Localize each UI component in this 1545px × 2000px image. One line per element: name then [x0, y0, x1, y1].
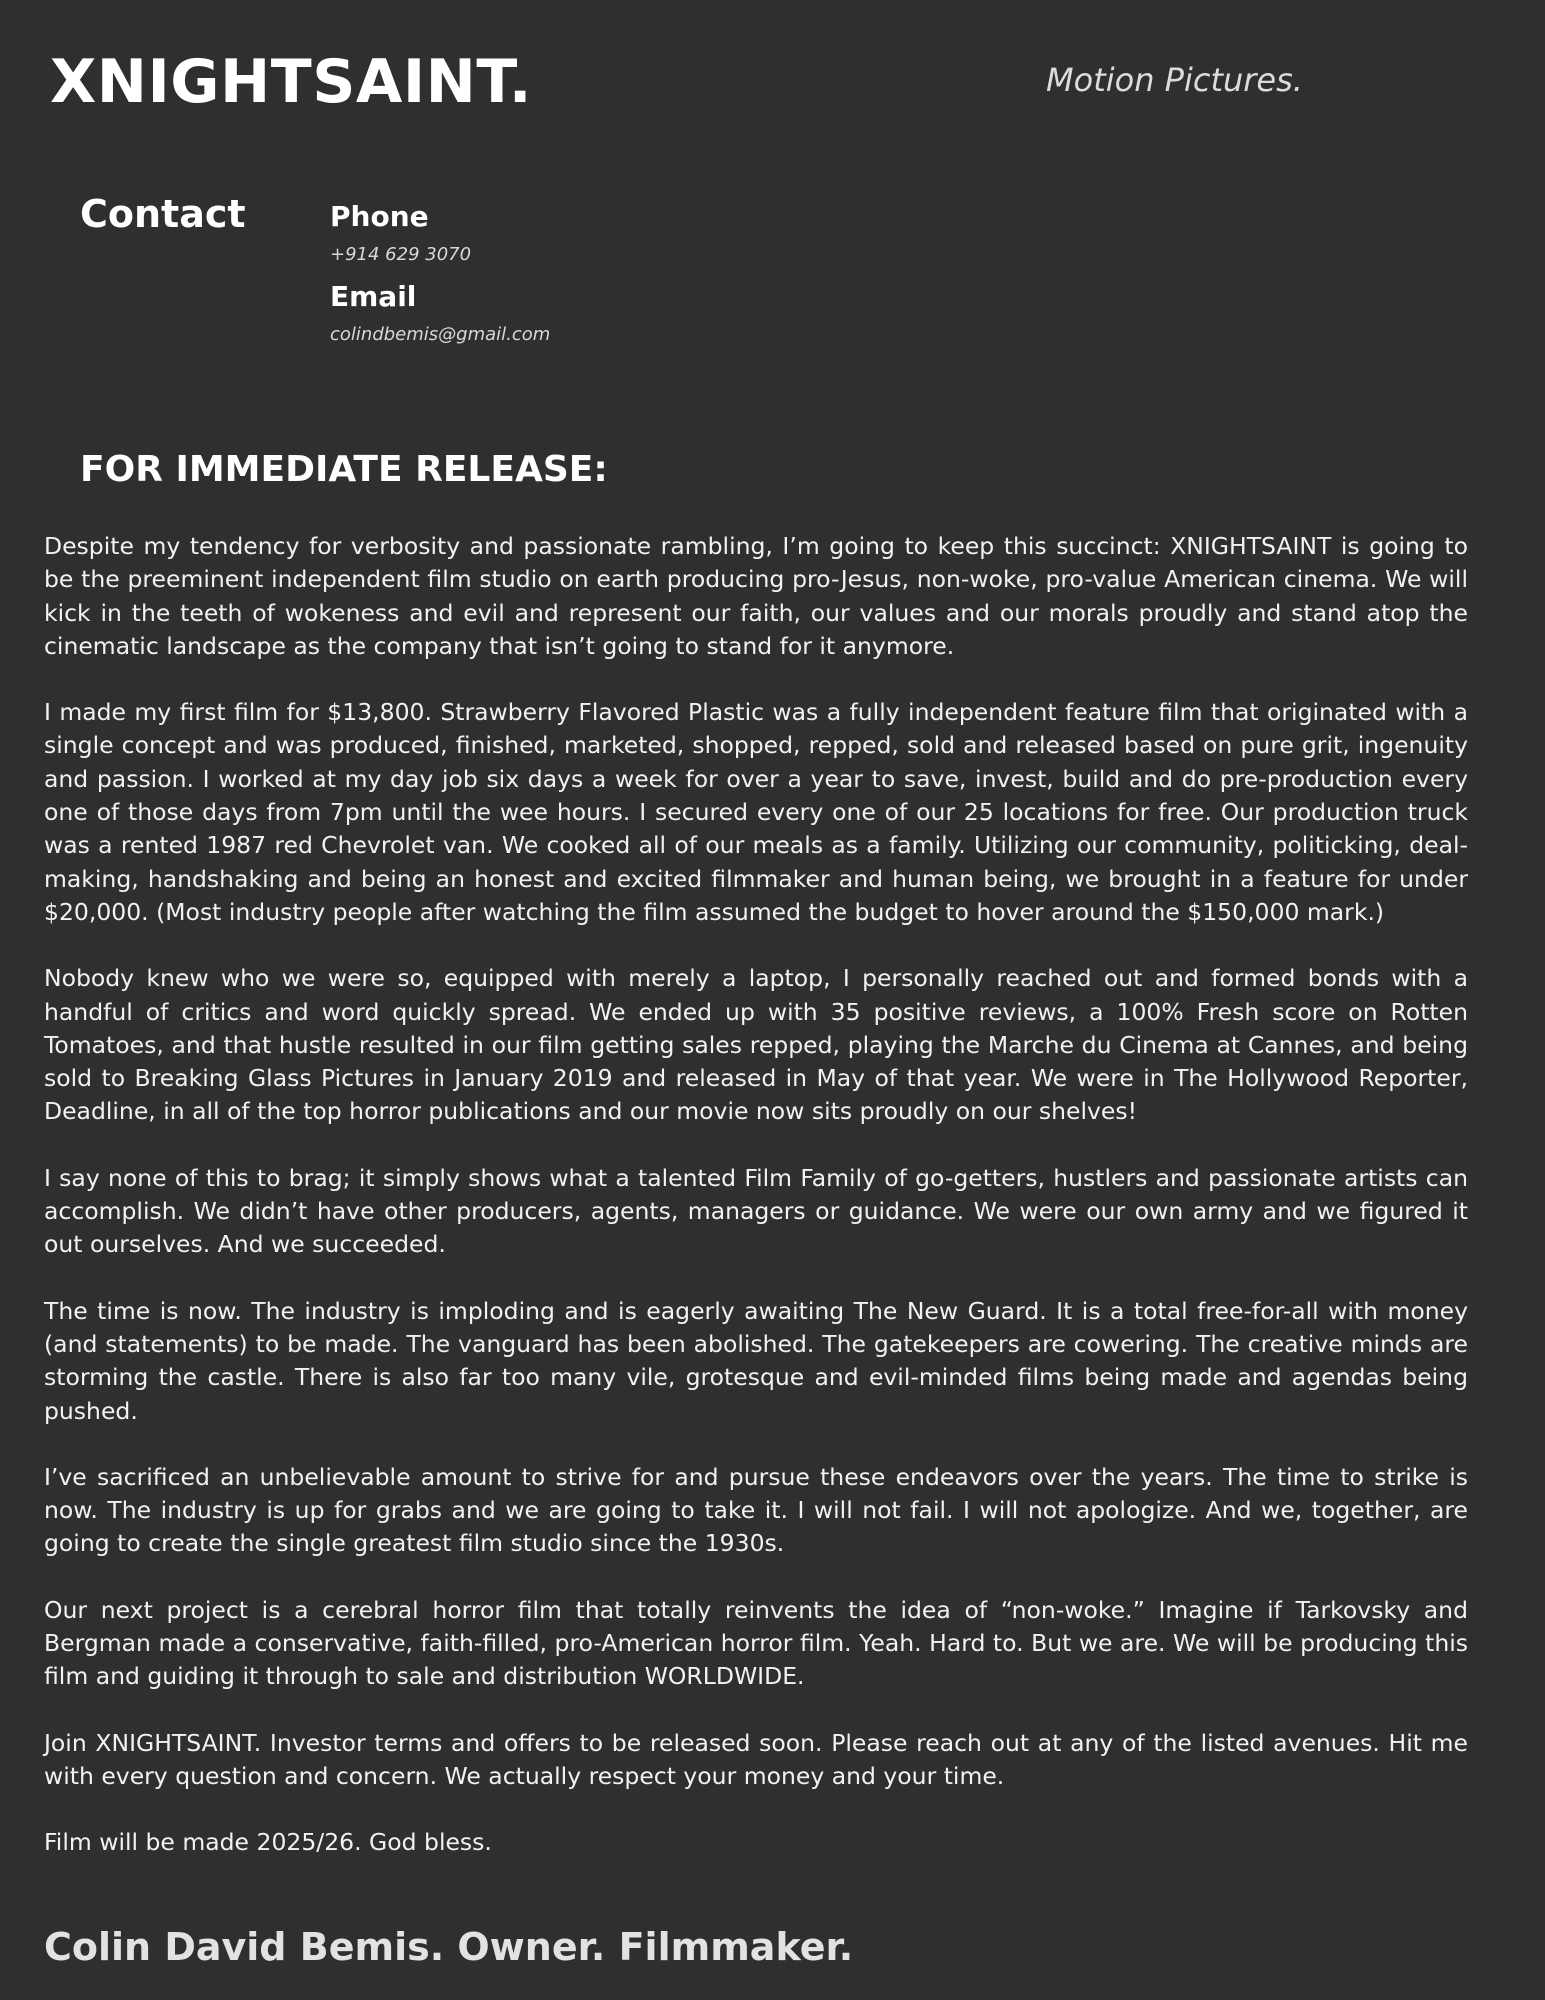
- release-body: [44, 530, 1468, 1893]
- phone-label: Phone: [330, 200, 429, 233]
- paragraph-6: I’ve sacrificed an unbelievable amount to strive for and pursue these endeavors over the years. The time to strike is now. The industry is up for grabs and we are going to take it. I will not fail. I will not apologize. And we, together, are going to create the single greatest film studio since the 1930s.: [44, 1462, 1468, 1558]
- email-label: Email: [330, 280, 417, 313]
- paragraph-7: Our next project is a cerebral horror film that totally reinvents the idea of “non-woke.” Imagine if Tarkovsky and Bergman made a conservative, faith-filled, pro-American horror film. Yeah. Hard to. But we are. We will be producing this film and guiding it through to sale and distribution WORLDWIDE.: [44, 1595, 1468, 1691]
- paragraph-9: Film will be made 2025/26. God bless.: [44, 1828, 492, 1857]
- phone-value: +914 629 3070: [330, 244, 472, 265]
- paragraph-4: I say none of this to brag; it simply shows what a talented Film Family of go-getters, hustlers and passionate artists can accomplish. We didn’t have other producers, agents, managers or guidance. We were our own army and we figured it out ourselves. And we succeeded.: [44, 1163, 1468, 1259]
- email-value: colindbemis@gmail.com: [330, 324, 551, 345]
- paragraph-5: The time is now. The industry is imploding and is eagerly awaiting The New Guard. It is a total free-for-all with money (and statements) to be made. The vanguard has been abolished. The gatekeepers are cowering. The creative minds are storming the castle. There is also far too many vile, grotesque and evil-minded films being made and agendas being pushed.: [44, 1296, 1468, 1425]
- release-heading: FOR IMMEDIATE RELEASE:: [80, 449, 608, 490]
- paragraph-2: I made my first film for $13,800. Strawberry Flavored Plastic was a fully independent feature film that originated with a single concept and was produced, finished, marketed, shopped, repped, sold and released based on pure grit, ingenuity and passion. I worked at my day job six days a week for over a year to save, invest, build and do pre-production every one of those days from 7pm until the wee hours. I secured every one of our 25 locations for free. Our production truck was a rented 1987 red Chevrolet van. We cooked all of our meals as a family. Utilizing our community, politicking, deal-making, handshaking and being an honest and excited filmmaker and human being, we brought in a feature for under $20,000. (Most industry people after watching the film assumed the budget to hover around the $150,000 mark.): [44, 698, 1468, 926]
- brand-tagline: Motion Pictures.: [1046, 61, 1303, 99]
- contact-heading: Contact: [80, 192, 246, 236]
- contact-details: [330, 198, 550, 358]
- brand-title: XNIGHTSAINT.: [50, 47, 532, 117]
- signature: Colin David Bemis. Owner. Filmmaker.: [44, 1925, 854, 1969]
- paragraph-8: Join XNIGHTSAINT. Investor terms and offers to be released soon. Please reach out at any of the listed avenues. Hit me with every question and concern. We actually respect your money and your time.: [44, 1728, 1468, 1790]
- paragraph-3: Nobody knew who we were so, equipped with merely a laptop, I personally reached out and formed bonds with a handful of critics and word quickly spread. We ended up with 35 positive reviews, a 100% Fresh score on Rotten Tomatoes, and that hustle resulted in our film getting sales repped, playing the Marche du Cinema at Cannes, and being sold to Breaking Glass Pictures in January 2019 and released in May of that year. We were in The Hollywood Reporter, Deadline, in all of the top horror publications and our movie now sits proudly on our shelves!: [44, 964, 1468, 1126]
- paragraph-1: Despite my tendency for verbosity and passionate rambling, I’m going to keep this succinct: XNIGHTSAINT is going to be the preeminent independent film studio on earth producing pro-Jesus, non-woke, pro-value American cinema. We will kick in the teeth of wokeness and evil and represent our faith, our values and our morals proudly and stand atop the cinematic landscape as the company that isn’t going to stand for it anymore.: [44, 532, 1468, 660]
